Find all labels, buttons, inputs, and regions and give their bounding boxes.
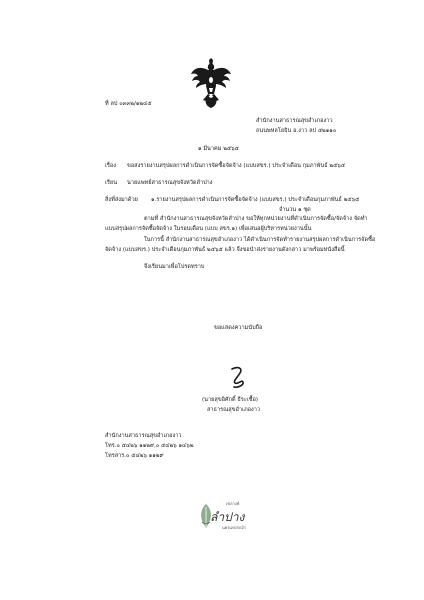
- logo-main-text: ลำปาง: [210, 510, 245, 524]
- salutation: ขอแสดงความนับถือ: [214, 325, 263, 331]
- enclosure-text: ๑.รายงานสรุปผลการดำเนินการจัดซื้อจัดจ้าง (แบบสขร.) ประจำเดือนกุมภาพันธ์ ๒๕๖๕: [151, 197, 360, 203]
- reference-number: ที่ ลป ๐๓๓๒/๑๒๔๕: [105, 101, 152, 107]
- recipient-text: นายแพทย์สาธารณสุขจังหวัดลำปาง: [127, 180, 213, 186]
- subject-text: ขอส่งรายงานสรุปผลการดำเนินการจัดซื้อจัดจ้าง (แบบสขร.) ประจำเดือน กุมภาพันธ์ ๒๕๖๕: [127, 163, 346, 169]
- body-paragraph-2-line-2: จัดจ้าง (แบบสขร.) ประจำเดือนกุมภาพันธ์ ๒๕๖๕ แล้ว จึงขอนำส่งรายงานดังกล่าว มาพร้อมหนังสือนี้: [105, 247, 345, 253]
- office-name: สำนักงานสาธารณสุขอำเภองาว: [256, 118, 333, 124]
- handwritten-signature: [228, 365, 248, 391]
- letter-date: ๑ มีนาคม ๒๕๖๕: [198, 146, 239, 152]
- enclosure-label: สิ่งที่ส่งมาด้วย: [105, 197, 138, 203]
- office-address: ถนนพหลโยธิน อ.งาว ลป ๕๒๑๑๐: [256, 128, 337, 134]
- signatory-name: (นายสุขอิศักดิ์ ธีระเชื้อ): [202, 397, 259, 403]
- signatory-position: สาธารณสุขอำเภองาว: [207, 407, 261, 413]
- logo-bottom-text: นครแห่งรถม้า: [222, 525, 247, 530]
- lampang-logo: [196, 500, 252, 534]
- footer-phone: โทร.๐ ๕๔๒๖ ๑๑๒๙,๐ ๕๔๒๖ ๑๔๖๒: [105, 443, 194, 449]
- footer-office: สำนักงานสาธารณสุขอำเภองาว: [105, 433, 182, 439]
- closing-request: จึงเรียนมาเพื่อโปรดทราบ: [144, 264, 205, 270]
- logo-top-text: เขลางค์: [226, 501, 240, 506]
- subject-label: เรื่อง: [105, 163, 117, 169]
- body-paragraph-2-line-1: ในการนี้ สำนักงานสาธารณสุขอำเภองาว ได้ดำเนินการจัดทำรายงานสรุปผลการดำเนินการจัดซื้อ: [144, 237, 376, 243]
- body-paragraph-1-line-2: แบบสรุปผลการจัดซื้อจัดจ้าง ในรอบเดือน (แบบ สขร.๑) เพื่อเสนอผู้บริหารหน่วยงานนั้น: [105, 226, 312, 232]
- garuda-emblem-icon: [190, 58, 232, 108]
- recipient-label: เรียน: [105, 180, 118, 186]
- enclosure-count: จำนวน ๑ ชุด: [279, 207, 311, 213]
- footer-fax: โทรสาร.๐ ๕๔๒๖ ๑๑๒๙: [105, 453, 164, 459]
- body-paragraph-1-line-1: ตามที่ สำนักงานสาธารณสุขจังหวัดลำปาง ขอให้ทุกหน่วยงานที่ดำเนินการจัดซื้อ/จัดจ้าง จัดทำ: [144, 216, 368, 222]
